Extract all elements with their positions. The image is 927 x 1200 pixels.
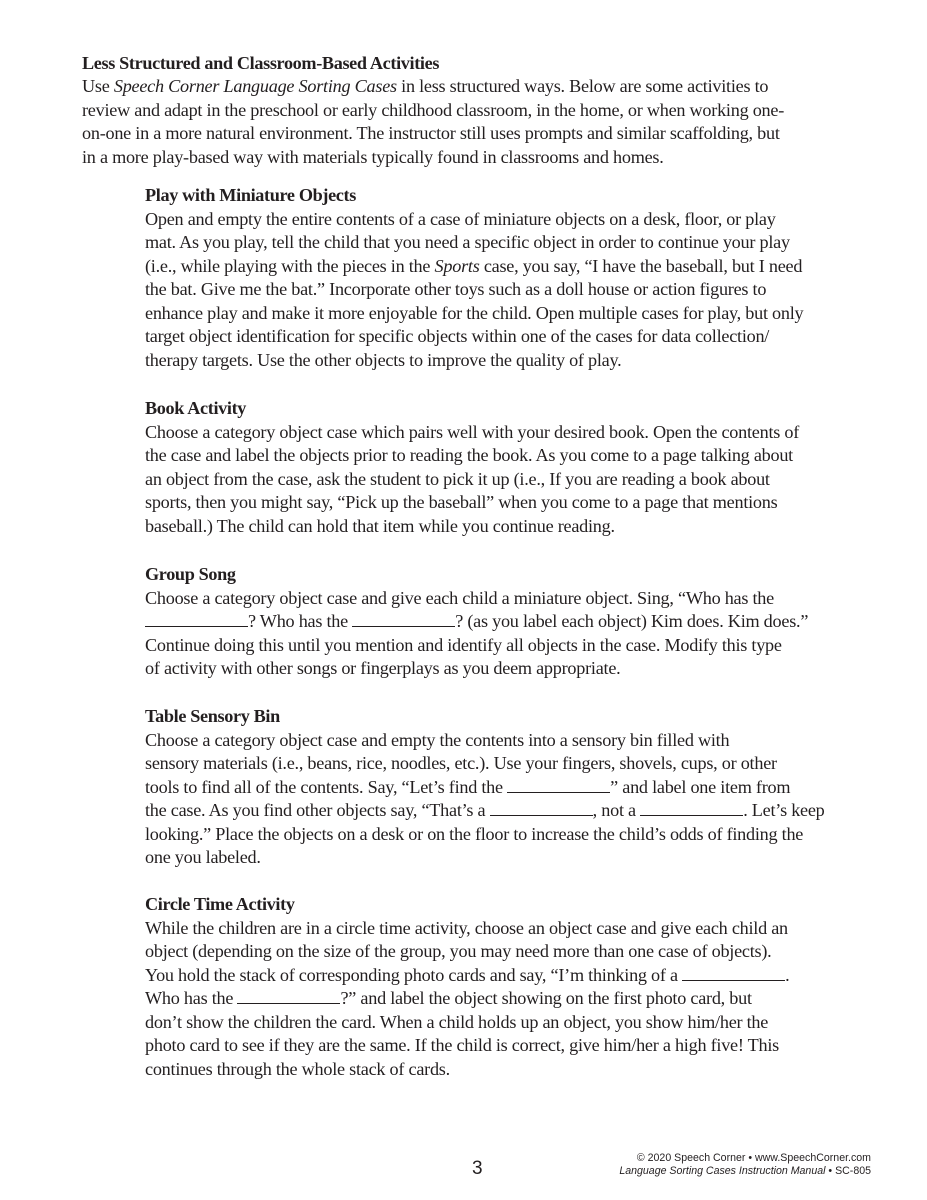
page-number: 3 bbox=[472, 1158, 483, 1179]
body-line: the bat. Give me the bat.” Incorporate other toys such as a doll house or action figures to bbox=[145, 279, 767, 299]
body-line: on-one in a more natural environment. The instructor still uses prompts and similar scaffolding, but bbox=[82, 123, 780, 143]
section-heading: Circle Time Activity bbox=[145, 894, 295, 914]
body-line: the case. As you find other objects say, “That’s a , not a . Let’s keep bbox=[145, 800, 825, 820]
body-line: Choose a category object case and empty the contents into a sensory bin filled with bbox=[145, 729, 730, 750]
product-code: SC-805 bbox=[835, 1165, 871, 1177]
body-line: looking.” Place the objects on a desk or on the floor to increase the child’s odds of finding the bbox=[145, 823, 804, 844]
section-heading: Group Song bbox=[145, 564, 236, 584]
body-line: continues through the whole stack of cards. bbox=[145, 1058, 450, 1079]
footer-credits bbox=[619, 1152, 871, 1178]
body-line: an object from the case, ask the student to pick it up (i.e., If you are reading a book about bbox=[145, 468, 770, 489]
body-line: Choose a category object case which pairs well with your desired book. Open the contents of bbox=[145, 421, 800, 442]
body-line: target object identification for specific objects within one of the cases for data collection/ bbox=[145, 326, 770, 346]
body-line: ? Who has the ? (as you label each object) Kim does. Kim does.” bbox=[145, 610, 808, 633]
fill-in-blank bbox=[682, 965, 785, 981]
body-line: in a more play-based way with materials typically found in classrooms and homes. bbox=[82, 146, 664, 167]
fill-in-blank bbox=[145, 611, 248, 627]
body-line: one you labeled. bbox=[145, 847, 261, 867]
case-name-italic: Sports bbox=[434, 255, 480, 276]
body-line: baseball.) The child can hold that item while you continue reading. bbox=[145, 515, 615, 536]
product-name-italic: Speech Corner Language Sorting Cases bbox=[113, 76, 397, 96]
body-line: don’t show the children the card. When a child holds up an object, you show him/her the bbox=[145, 1011, 769, 1032]
body-line: review and adapt in the preschool or early childhood classroom, in the home, or when working one- bbox=[82, 99, 785, 120]
body-line: sports, then you might say, “Pick up the baseball” when you come to a page that mentions bbox=[145, 492, 778, 512]
body-line: Who has the ?” and label the object showing on the first photo card, but bbox=[145, 988, 752, 1008]
fill-in-blank bbox=[490, 800, 593, 816]
body-line: photo card to see if they are the same. If the child is correct, give him/her a high five! This bbox=[145, 1035, 779, 1055]
body-line: enhance play and make it more enjoyable for the child. Open multiple cases for play, but only bbox=[145, 302, 804, 323]
body-line: object (depending on the size of the group, you may need more than one case of objects). bbox=[145, 941, 772, 961]
section-heading: Play with Miniature Objects bbox=[145, 185, 356, 205]
body-line: While the children are in a circle time activity, choose an object case and give each child an bbox=[145, 917, 788, 938]
body-line: tools to find all of the contents. Say, “Let’s find the ” and label one item from bbox=[145, 776, 791, 797]
section-heading: Less Structured and Classroom-Based Activities bbox=[82, 53, 440, 73]
body-line: You hold the stack of corresponding photo cards and say, “I’m thinking of a . bbox=[145, 964, 790, 985]
body-line: (i.e., while playing with the pieces in the Sports case, you say, “I have the baseball, but I need bbox=[145, 255, 803, 276]
fill-in-blank bbox=[352, 611, 455, 627]
fill-in-blank bbox=[237, 988, 340, 1004]
body-line: mat. As you play, tell the child that you need a specific object in order to continue your play bbox=[145, 232, 790, 252]
body-line: sensory materials (i.e., beans, rice, noodles, etc.). Use your fingers, shovels, cups, or other bbox=[145, 753, 777, 773]
body-line: Use Speech Corner Language Sorting Cases in less structured ways. Below are some activities to bbox=[82, 76, 769, 96]
body-line: Open and empty the entire contents of a case of miniature objects on a desk, floor, or play bbox=[145, 208, 776, 229]
body-line: Choose a category object case and give each child a miniature object. Sing, “Who has the bbox=[145, 587, 774, 608]
body-line: therapy targets. Use the other objects to improve the quality of play. bbox=[145, 349, 622, 370]
section-heading: Table Sensory Bin bbox=[145, 706, 280, 726]
body-line: of activity with other songs or fingerplays as you deem appropriate. bbox=[145, 658, 621, 678]
manual-line: Language Sorting Cases Instruction Manual • SC-805 bbox=[619, 1165, 871, 1177]
manual-title: Language Sorting Cases Instruction Manual bbox=[619, 1165, 826, 1177]
body-line: the case and label the objects prior to reading the book. As you come to a page talking about bbox=[145, 445, 793, 465]
fill-in-blank bbox=[507, 777, 610, 793]
body-line: Continue doing this until you mention and identify all objects in the case. Modify this type bbox=[145, 634, 782, 655]
fill-in-blank bbox=[640, 800, 743, 816]
section-heading: Book Activity bbox=[145, 398, 247, 418]
copyright-line: © 2020 Speech Corner • www.SpeechCorner.com bbox=[636, 1152, 871, 1164]
